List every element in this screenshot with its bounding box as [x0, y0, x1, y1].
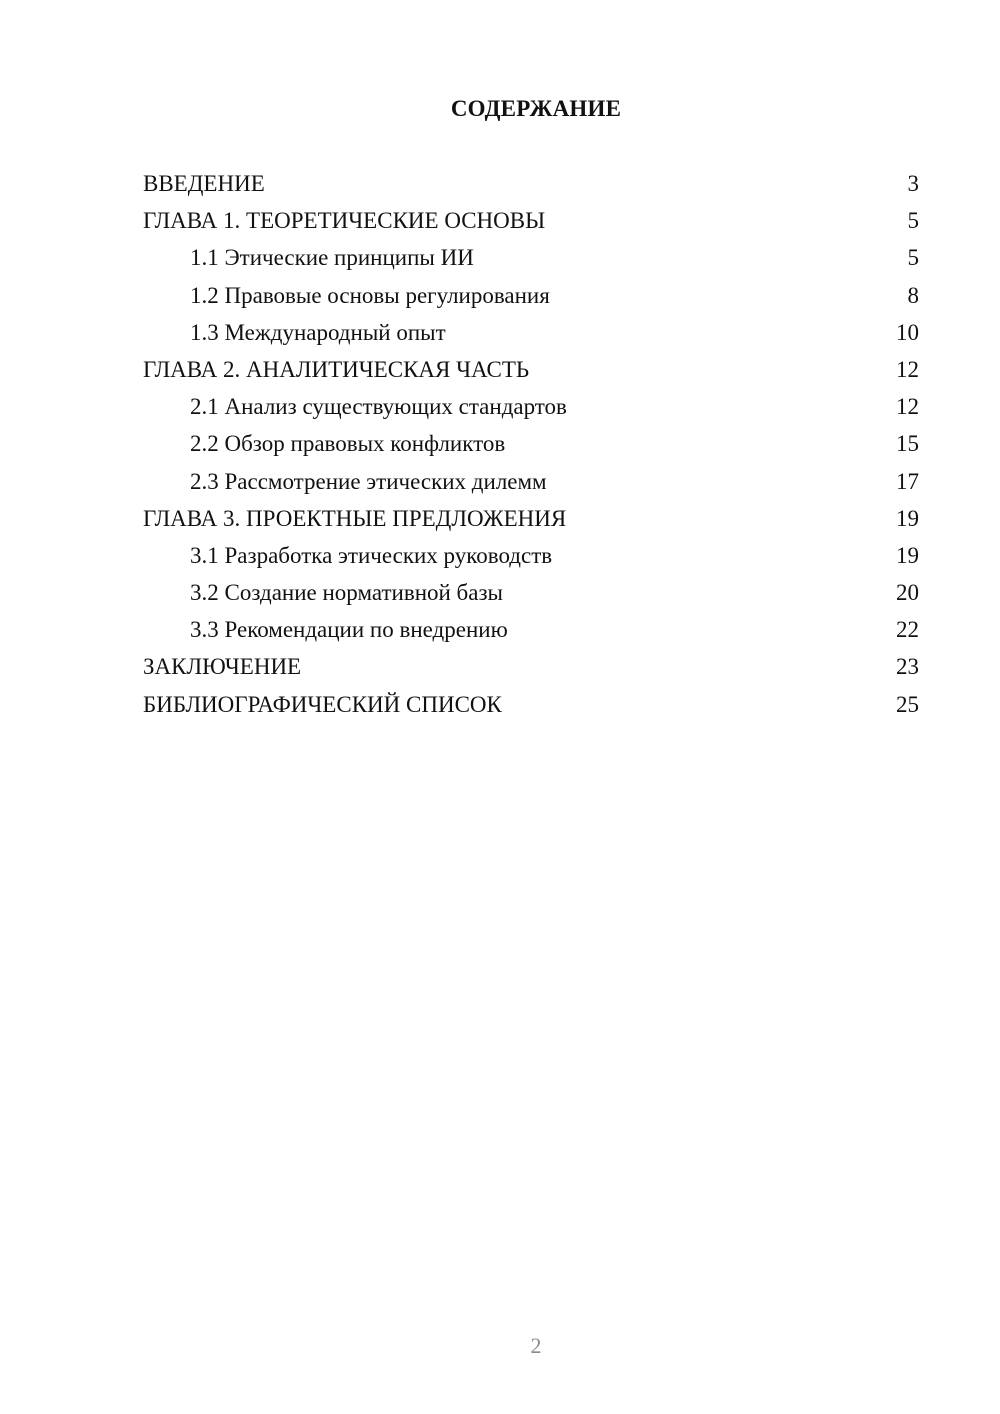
toc-entry-label: 3.1 Разработка этических руководств: [190, 542, 553, 568]
toc-entry-chapter-3[interactable]: [143, 504, 919, 541]
toc-entry-section-3-1[interactable]: [143, 541, 919, 578]
toc-entry-label: ГЛАВА 3. ПРОЕКТНЫЕ ПРЕДЛОЖЕНИЯ: [143, 505, 567, 531]
toc-entry-section-1-2[interactable]: [143, 281, 919, 318]
toc-entry-label: ГЛАВА 2. АНАЛИТИЧЕСКАЯ ЧАСТЬ: [143, 356, 530, 382]
toc-entry-section-3-2[interactable]: [143, 578, 919, 615]
toc-entry-page: 15: [896, 431, 919, 457]
toc-entry-page: 12: [896, 356, 919, 382]
toc-entry-bibliography[interactable]: [143, 690, 919, 727]
toc-entry-page: 12: [896, 394, 919, 420]
toc-entry-label: 1.2 Правовые основы регулирования: [190, 282, 550, 308]
toc-entry-page: 8: [907, 282, 919, 308]
toc-entry-section-2-3[interactable]: [143, 467, 919, 504]
toc-entry-chapter-2[interactable]: [143, 355, 919, 392]
table-of-contents: [143, 169, 919, 727]
toc-entry-label: ЗАКЛЮЧЕНИЕ: [143, 654, 302, 680]
toc-entry-section-3-3[interactable]: [143, 615, 919, 652]
toc-entry-label: 2.1 Анализ существующих стандартов: [190, 394, 567, 420]
toc-entry-introduction[interactable]: [143, 169, 919, 206]
page-number: 2: [530, 1333, 542, 1358]
toc-entry-label: БИБЛИОГРАФИЧЕСКИЙ СПИСОК: [143, 691, 502, 717]
toc-entry-page: 10: [896, 319, 919, 345]
toc-entry-section-2-2[interactable]: [143, 429, 919, 466]
toc-entry-label: ВВЕДЕНИЕ: [143, 171, 265, 196]
toc-entry-conclusion[interactable]: [143, 652, 919, 689]
toc-entry-page: 3: [907, 171, 919, 196]
toc-entry-label: 2.2 Обзор правовых конфликтов: [190, 431, 506, 457]
toc-entry-section-2-1[interactable]: [143, 392, 919, 429]
toc-entry-page: 19: [896, 505, 919, 531]
toc-entry-page: 17: [896, 468, 919, 494]
toc-entry-page: 5: [907, 208, 919, 234]
toc-entry-page: 22: [896, 617, 919, 643]
toc-entry-label: ГЛАВА 1. ТЕОРЕТИЧЕСКИЕ ОСНОВЫ: [143, 208, 546, 234]
toc-entry-page: 23: [896, 654, 919, 680]
toc-entry-section-1-3[interactable]: [143, 318, 919, 355]
page-title: СОДЕРЖАНИЕ: [450, 96, 622, 121]
toc-entry-page: 19: [896, 542, 919, 568]
toc-entry-section-1-1[interactable]: [143, 243, 919, 280]
toc-entry-page: 5: [907, 245, 919, 271]
toc-entry-label: 2.3 Рассмотрение этических дилемм: [190, 468, 547, 494]
toc-entry-label: 3.3 Рекомендации по внедрению: [190, 617, 508, 643]
toc-entry-chapter-1[interactable]: [143, 206, 919, 243]
toc-entry-label: 1.1 Этические принципы ИИ: [190, 245, 474, 271]
toc-entry-page: 25: [896, 691, 919, 717]
toc-entry-label: 3.2 Создание нормативной базы: [190, 580, 504, 606]
toc-entry-page: 20: [896, 580, 919, 606]
toc-entry-label: 1.3 Международный опыт: [190, 319, 446, 345]
